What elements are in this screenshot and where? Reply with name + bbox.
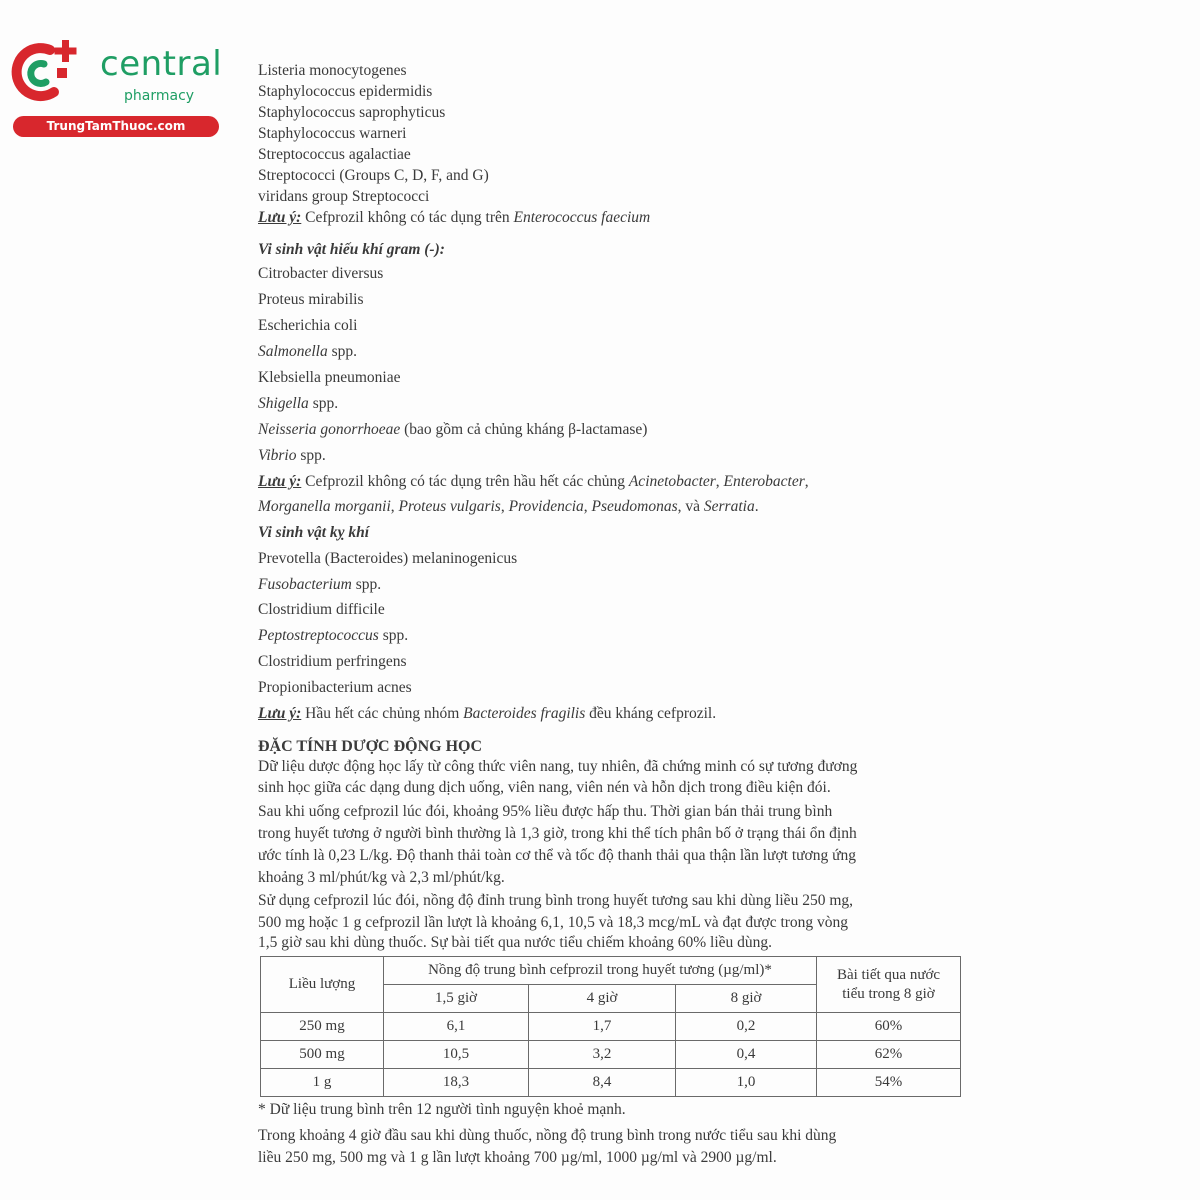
table-cell: 1,0 (676, 1069, 817, 1097)
table-cell: 500 mg (261, 1041, 384, 1069)
table-header-time: 8 giờ (676, 985, 817, 1013)
table-cell: 0,4 (676, 1041, 817, 1069)
table-cell: 0,2 (676, 1013, 817, 1041)
central-pharmacy-logo-icon (10, 40, 86, 104)
organism-line: Neisseria gonorrhoeae (bao gồm cả chủng kháng β-lactamase) (258, 421, 648, 438)
logo-subtitle: pharmacy (124, 88, 195, 104)
organism-line: Streptococcus agalactiae (258, 146, 411, 163)
note-line: Lưu ý: Hầu hết các chủng nhóm Bacteroides fragilis đều kháng cefprozil. (258, 705, 717, 722)
organism-line: viridans group Streptococci (258, 188, 430, 205)
organism-line: Peptostreptococcus spp. (258, 627, 409, 644)
note-line: Lưu ý: Cefprozil không có tác dụng trên Enterococcus faecium (258, 209, 651, 226)
paragraph-line: Trong khoảng 4 giờ đầu sau khi dùng thuốc, nồng độ trung bình trong nước tiểu sau khi dùng (258, 1127, 837, 1144)
table-header-excretion: Bài tiết qua nước tiểu trong 8 giờ (817, 957, 961, 1013)
table-cell: 8,4 (529, 1069, 676, 1097)
pk-table (260, 956, 961, 1097)
table-cell: 60% (817, 1013, 961, 1041)
paragraph-line: 1,5 giờ sau khi dùng thuốc. Sự bài tiết qua nước tiểu chiếm khoảng 60% liều dùng. (258, 934, 773, 951)
logo-brand-name: central (100, 44, 223, 84)
table-cell: 62% (817, 1041, 961, 1069)
table-row (261, 1041, 961, 1069)
paragraph-line: sinh học giữa các dạng dung dịch uống, viên nang, viên nén và hỗn dịch trong điều kiện đói. (258, 779, 831, 796)
organism-line: Listeria monocytogenes (258, 62, 407, 79)
footnote: * Dữ liệu trung bình trên 12 người tình nguyện khoẻ mạnh. (258, 1101, 626, 1118)
note-line: Morganella morganii, Proteus vulgaris, Providencia, Pseudomonas, và Serratia. (258, 498, 759, 515)
organism-line: Salmonella spp. (258, 343, 358, 360)
organism-line: Clostridium perfringens (258, 653, 407, 670)
note-label: Lưu ý: (258, 209, 302, 226)
organism-line: Clostridium difficile (258, 601, 385, 618)
organism-line: Citrobacter diversus (258, 265, 384, 282)
note-line: Lưu ý: Cefprozil không có tác dụng trên hầu hết các chủng Acinetobacter, Enterobacter, (258, 473, 809, 490)
paragraph-line: Sử dụng cefprozil lúc đói, nồng độ đỉnh trung bình trong huyết tương sau khi dùng liều 250 mg, (258, 892, 853, 909)
table-header-time: 1,5 giờ (384, 985, 529, 1013)
section-heading: ĐẶC TÍNH DƯỢC ĐỘNG HỌC (258, 738, 483, 755)
section-subheading: Vi sinh vật kỵ khí (258, 524, 370, 541)
logo-website: TrungTamThuoc.com (13, 116, 219, 137)
organism-line: Klebsiella pneumoniae (258, 369, 401, 386)
paragraph-line: khoảng 3 ml/phút/kg và 2,3 ml/phút/kg. (258, 869, 505, 886)
table-header-time: 4 giờ (529, 985, 676, 1013)
paragraph-line: Dữ liệu dược động học lấy từ công thức viên nang, tuy nhiên, đã chứng minh có sự tương đương (258, 758, 858, 775)
organism-line: Prevotella (Bacteroides) melaninogenicus (258, 550, 518, 567)
organism-line: Fusobacterium spp. (258, 576, 382, 593)
table-cell: 1,7 (529, 1013, 676, 1041)
paragraph-line: ước tính là 0,23 L/kg. Độ thanh thải toàn cơ thể và tốc độ thanh thải qua thận lần lượt tương ứng (258, 847, 857, 864)
table-cell: 54% (817, 1069, 961, 1097)
table-row (261, 1013, 961, 1041)
organism-line: Vibrio spp. (258, 447, 326, 464)
organism-line: Proteus mirabilis (258, 291, 364, 308)
paragraph-line: trong huyết tương ở người bình thường là 1,3 giờ, trong khi thể tích phân bố ở trạng thái ổn định (258, 825, 857, 842)
paragraph-line: liều 250 mg, 500 mg và 1 g lần lượt khoảng 700 µg/ml, 1000 µg/ml và 2900 µg/ml. (258, 1149, 777, 1166)
organism-line: Escherichia coli (258, 317, 358, 334)
organism-line: Staphylococcus epidermidis (258, 83, 433, 100)
table-cell: 1 g (261, 1069, 384, 1097)
table-cell: 18,3 (384, 1069, 529, 1097)
organism-line: Shigella spp. (258, 395, 339, 412)
table-header-dose: Liều lượng (261, 957, 384, 1013)
organism-line: Propionibacterium acnes (258, 679, 412, 696)
table-cell: 6,1 (384, 1013, 529, 1041)
table-cell: 10,5 (384, 1041, 529, 1069)
table-cell: 250 mg (261, 1013, 384, 1041)
section-subheading: Vi sinh vật hiếu khí gram (-): (258, 241, 445, 258)
paragraph-line: Sau khi uống cefprozil lúc đói, khoảng 95% liều được hấp thu. Thời gian bán thải trung bình (258, 803, 833, 820)
table-cell: 3,2 (529, 1041, 676, 1069)
organism-line: Streptococci (Groups C, D, F, and G) (258, 167, 489, 184)
organism-line: Staphylococcus saprophyticus (258, 104, 446, 121)
paragraph-line: 500 mg hoặc 1 g cefprozil lần lượt là khoảng 6,1, 10,5 và 18,3 mcg/mL và đạt được trong vòng (258, 914, 849, 931)
table-header-concentration: Nồng độ trung bình cefprozil trong huyết tương (µg/ml)* (384, 957, 817, 985)
brand-logo (10, 38, 223, 138)
organism-line: Staphylococcus warneri (258, 125, 407, 142)
table-row (261, 1069, 961, 1097)
